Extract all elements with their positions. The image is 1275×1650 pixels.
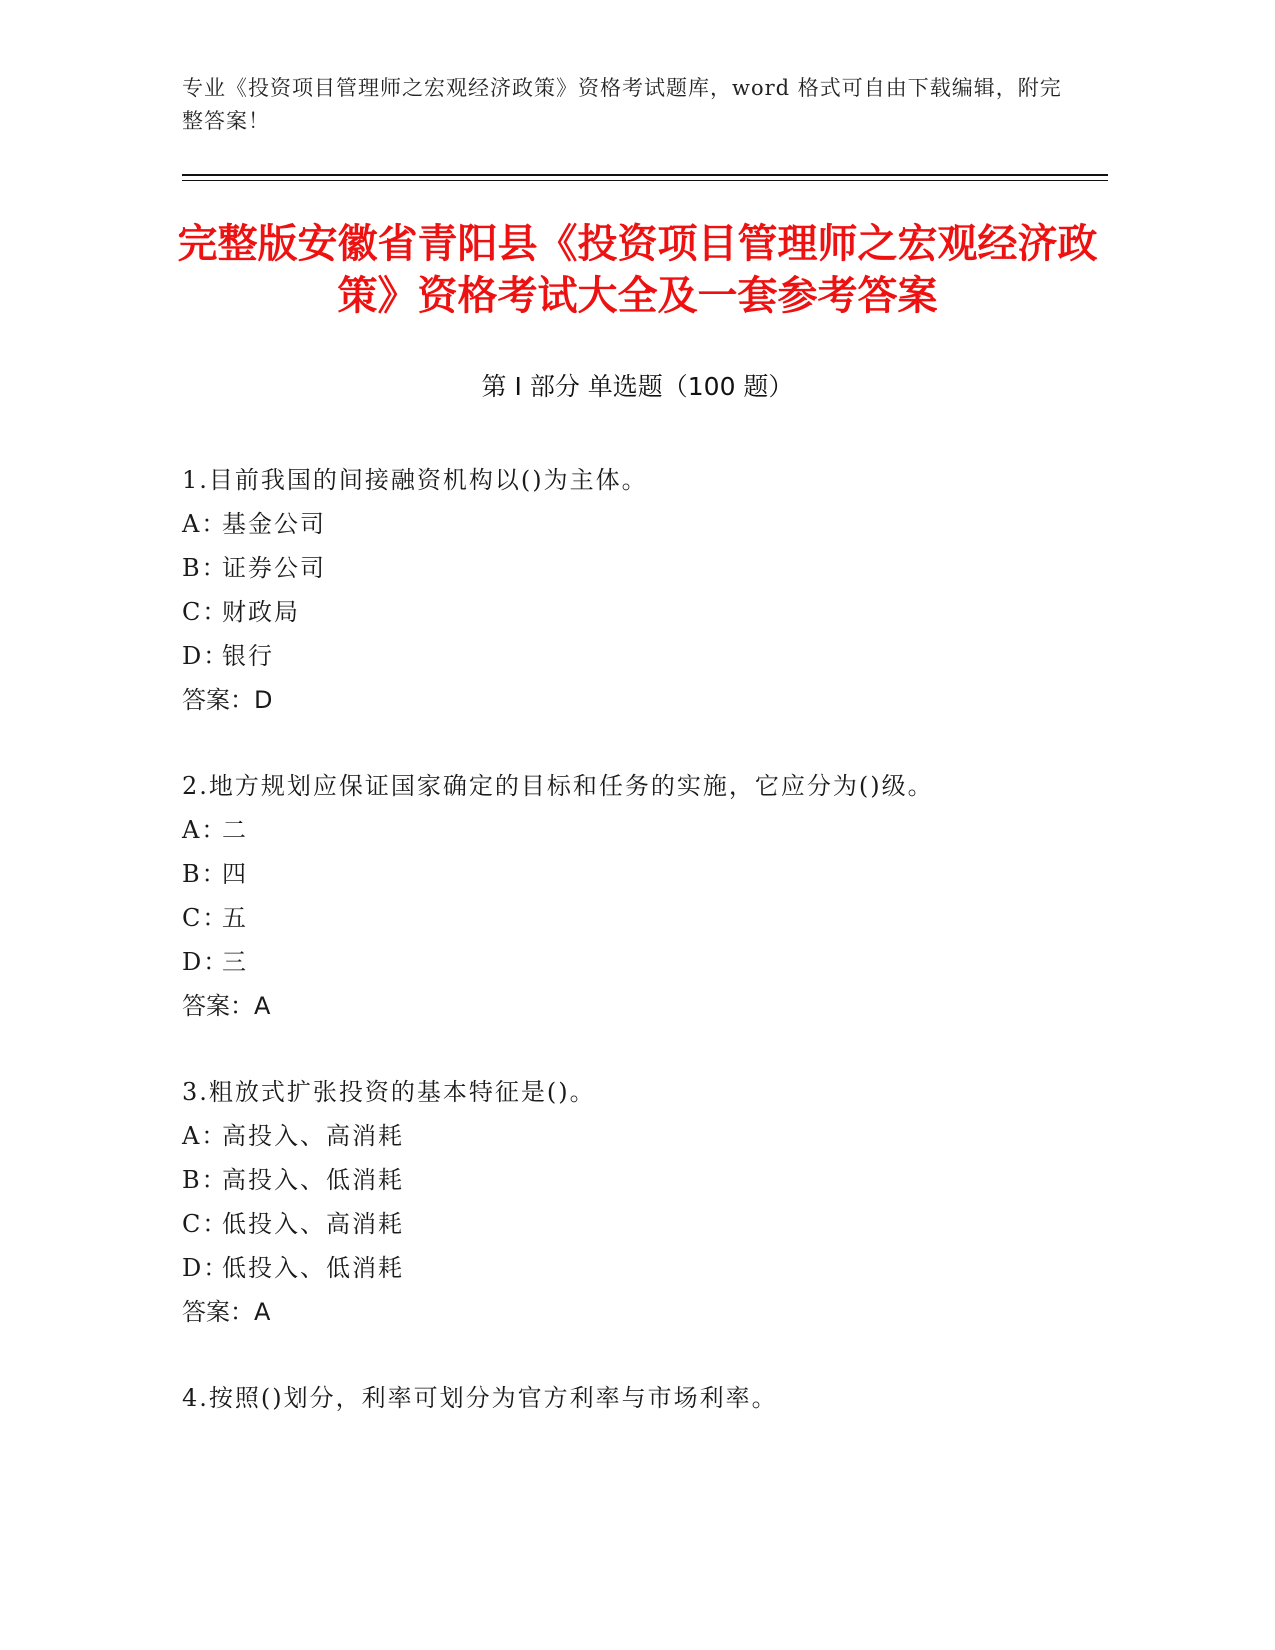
option-key: D： [182, 948, 230, 976]
option-key: C： [182, 598, 229, 626]
option-c [182, 1202, 1102, 1246]
option-text: 四 [222, 860, 248, 888]
option-key: D： [182, 642, 230, 670]
option-text: 三 [222, 948, 248, 976]
option-text: 证券公司 [222, 554, 326, 582]
question-stem: 1.目前我国的间接融资机构以()为主体。 [182, 466, 648, 494]
option-b [182, 546, 1102, 590]
option-b [182, 1158, 1102, 1202]
option-c [182, 896, 1102, 940]
option-text: 低投入、高消耗 [222, 1210, 404, 1238]
option-key: B： [182, 860, 228, 888]
option-text: 高投入、低消耗 [222, 1166, 404, 1194]
option-d [182, 1246, 1102, 1290]
document-title: 完整版安徽省青阳县《投资项目管理师之宏观经济政策》资格考试大全及一套参考答案 [177, 221, 1098, 319]
question-list [182, 458, 1102, 1462]
option-d [182, 634, 1102, 678]
option-b [182, 852, 1102, 896]
option-key: C： [182, 1210, 229, 1238]
option-a [182, 808, 1102, 852]
question-4 [182, 1376, 1102, 1420]
header-divider-thin [182, 180, 1108, 181]
option-text: 低投入、低消耗 [222, 1254, 404, 1282]
option-text: 财政局 [222, 598, 300, 626]
option-key: B： [182, 554, 228, 582]
option-a [182, 502, 1102, 546]
answer-line: 答案：A [182, 992, 271, 1020]
answer-line: 答案：D [182, 686, 273, 714]
option-text: 高投入、高消耗 [222, 1122, 404, 1150]
question-stem: 4.按照()划分，利率可划分为官方利率与市场利率。 [182, 1384, 778, 1412]
question-1 [182, 458, 1102, 722]
option-text: 基金公司 [222, 510, 326, 538]
option-text: 银行 [222, 642, 274, 670]
header-divider-thick [182, 174, 1108, 176]
question-stem: 3.粗放式扩张投资的基本特征是()。 [182, 1078, 596, 1106]
question-stem: 2.地方规划应保证国家确定的目标和任务的实施，它应分为()级。 [182, 772, 934, 800]
question-3 [182, 1070, 1102, 1334]
option-key: B： [182, 1166, 228, 1194]
option-key: A： [182, 816, 228, 844]
section-title: 第 I 部分 单选题（100 题） [481, 372, 794, 401]
answer-line: 答案：A [182, 1298, 271, 1326]
option-key: D： [182, 1254, 230, 1282]
option-key: A： [182, 1122, 228, 1150]
option-key: A： [182, 510, 228, 538]
option-text: 二 [222, 816, 248, 844]
option-a [182, 1114, 1102, 1158]
question-2 [182, 764, 1102, 1028]
option-text: 五 [222, 904, 248, 932]
header-note: 专业《投资项目管理师之宏观经济政策》资格考试题库，word 格式可自由下载编辑，附完整答案！ [182, 76, 1062, 133]
option-c [182, 590, 1102, 634]
option-key: C： [182, 904, 229, 932]
option-d [182, 940, 1102, 984]
